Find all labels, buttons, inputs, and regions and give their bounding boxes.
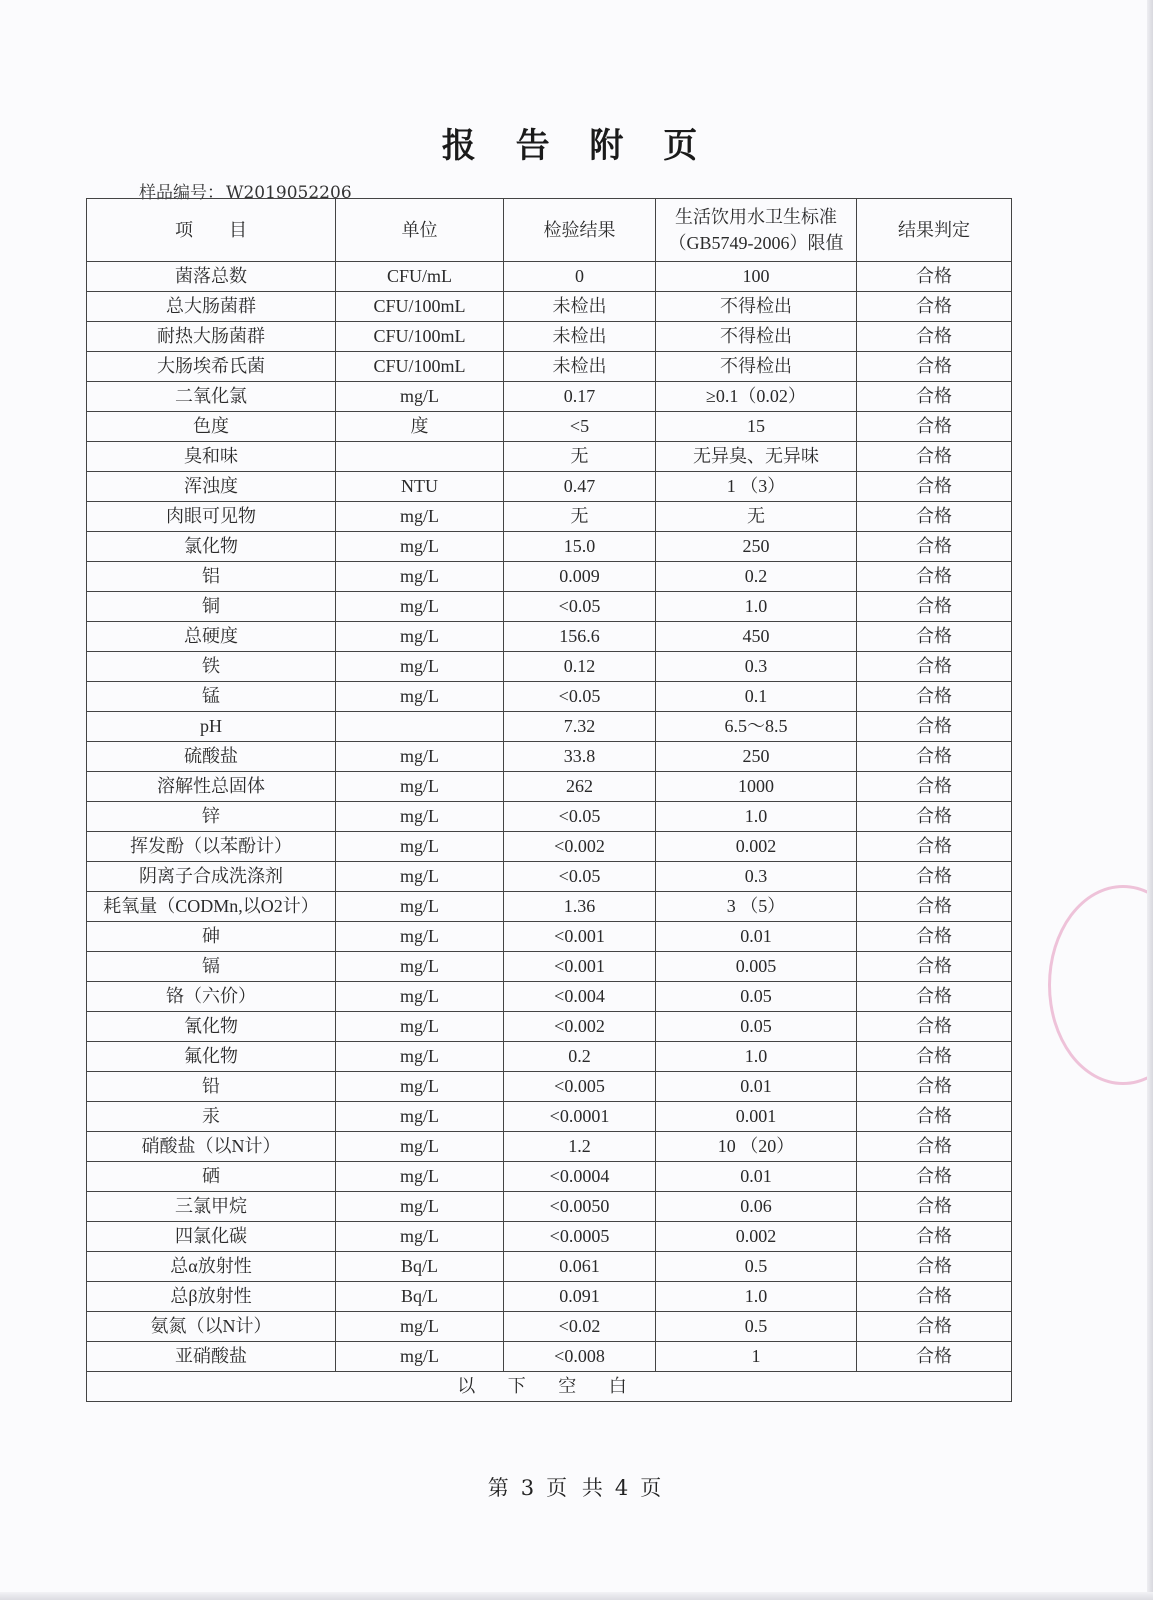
judgement-cell: 合格: [857, 1282, 1012, 1312]
result-cell: 0.061: [504, 1252, 656, 1282]
limit-cell: 10 （20）: [656, 1132, 857, 1162]
item-name-cell: 耗氧量（CODMn,以O2计）: [87, 892, 336, 922]
header-judgement: 结果判定: [857, 199, 1012, 262]
table-row: [87, 1072, 1012, 1102]
limit-cell: 不得检出: [656, 292, 857, 322]
judgement-cell: 合格: [857, 1072, 1012, 1102]
table-row: [87, 262, 1012, 292]
limit-cell: 0.1: [656, 682, 857, 712]
unit-cell: mg/L: [336, 1042, 504, 1072]
table-row: [87, 712, 1012, 742]
result-cell: <0.0005: [504, 1222, 656, 1252]
unit-cell: CFU/100mL: [336, 292, 504, 322]
item-name-cell: 三氯甲烷: [87, 1192, 336, 1222]
item-name-cell: 硫酸盐: [87, 742, 336, 772]
unit-cell: mg/L: [336, 1192, 504, 1222]
result-cell: <0.0004: [504, 1162, 656, 1192]
item-name-cell: pH: [87, 712, 336, 742]
limit-cell: 0.2: [656, 562, 857, 592]
limit-cell: 0.002: [656, 1222, 857, 1252]
limit-cell: 0.001: [656, 1102, 857, 1132]
unit-cell: mg/L: [336, 772, 504, 802]
table-row: [87, 742, 1012, 772]
table-row: [87, 322, 1012, 352]
limit-cell: 0.5: [656, 1252, 857, 1282]
sample-number-value: W2019052206: [226, 183, 352, 203]
item-name-cell: 铝: [87, 562, 336, 592]
judgement-cell: 合格: [857, 772, 1012, 802]
header-unit: 单位: [336, 199, 504, 262]
judgement-cell: 合格: [857, 292, 1012, 322]
table-row: [87, 862, 1012, 892]
unit-cell: mg/L: [336, 1102, 504, 1132]
footer-middle: 页 共: [546, 1476, 607, 1500]
unit-cell: mg/L: [336, 1132, 504, 1162]
item-name-cell: 色度: [87, 412, 336, 442]
table-row: [87, 502, 1012, 532]
unit-cell: mg/L: [336, 1312, 504, 1342]
unit-cell: CFU/100mL: [336, 352, 504, 382]
result-cell: 156.6: [504, 622, 656, 652]
table-row: [87, 442, 1012, 472]
unit-cell: mg/L: [336, 1342, 504, 1372]
judgement-cell: 合格: [857, 1012, 1012, 1042]
item-name-cell: 挥发酚（以苯酚计）: [87, 832, 336, 862]
table-row: [87, 682, 1012, 712]
judgement-cell: 合格: [857, 1222, 1012, 1252]
footer-total-pages: 4: [614, 1476, 633, 1500]
result-cell: 1.36: [504, 892, 656, 922]
end-note-row: [87, 1372, 1012, 1402]
item-name-cell: 铜: [87, 592, 336, 622]
unit-cell: CFU/100mL: [336, 322, 504, 352]
limit-cell: 1: [656, 1342, 857, 1372]
table-row: [87, 1102, 1012, 1132]
item-name-cell: 锌: [87, 802, 336, 832]
item-name-cell: 硝酸盐（以N计）: [87, 1132, 336, 1162]
limit-cell: 250: [656, 742, 857, 772]
limit-cell: 不得检出: [656, 322, 857, 352]
limit-cell: 3 （5）: [656, 892, 857, 922]
result-cell: <5: [504, 412, 656, 442]
judgement-cell: 合格: [857, 952, 1012, 982]
table-row: [87, 472, 1012, 502]
judgement-cell: 合格: [857, 832, 1012, 862]
result-cell: 0.009: [504, 562, 656, 592]
page-title: 报 告 附 页: [441, 126, 712, 166]
limit-cell: 1.0: [656, 1282, 857, 1312]
judgement-cell: 合格: [857, 892, 1012, 922]
table-row: [87, 382, 1012, 412]
header-standard-limit: 生活饮用水卫生标准 （GB5749-2006）限值: [656, 199, 857, 262]
result-cell: <0.005: [504, 1072, 656, 1102]
result-cell: 未检出: [504, 292, 656, 322]
unit-cell: mg/L: [336, 562, 504, 592]
limit-cell: 250: [656, 532, 857, 562]
item-name-cell: 铬（六价）: [87, 982, 336, 1012]
result-cell: 0.12: [504, 652, 656, 682]
sample-number-label: 样品编号：: [139, 183, 224, 203]
limit-cell: 0.05: [656, 1012, 857, 1042]
result-cell: 未检出: [504, 352, 656, 382]
result-cell: <0.002: [504, 1012, 656, 1042]
item-name-cell: 汞: [87, 1102, 336, 1132]
result-cell: <0.001: [504, 952, 656, 982]
header-result: 检验结果: [504, 199, 656, 262]
judgement-cell: 合格: [857, 712, 1012, 742]
unit-cell: mg/L: [336, 382, 504, 412]
unit-cell: mg/L: [336, 922, 504, 952]
limit-cell: 0.01: [656, 922, 857, 952]
result-cell: <0.008: [504, 1342, 656, 1372]
unit-cell: mg/L: [336, 952, 504, 982]
item-name-cell: 四氯化碳: [87, 1222, 336, 1252]
judgement-cell: 合格: [857, 1312, 1012, 1342]
item-name-cell: 阴离子合成洗涤剂: [87, 862, 336, 892]
unit-cell: mg/L: [336, 682, 504, 712]
judgement-cell: 合格: [857, 532, 1012, 562]
judgement-cell: 合格: [857, 1042, 1012, 1072]
limit-cell: 0.05: [656, 982, 857, 1012]
limit-cell: 0.5: [656, 1312, 857, 1342]
limit-cell: 0.01: [656, 1072, 857, 1102]
judgement-cell: 合格: [857, 1102, 1012, 1132]
table-row: [87, 1282, 1012, 1312]
result-cell: 0: [504, 262, 656, 292]
unit-cell: mg/L: [336, 1162, 504, 1192]
unit-cell: mg/L: [336, 1012, 504, 1042]
item-name-cell: 铅: [87, 1072, 336, 1102]
report-table: [86, 198, 1012, 1402]
page-edge-shadow: [1147, 0, 1153, 1600]
footer-prefix: 第: [487, 1476, 513, 1500]
unit-cell: mg/L: [336, 892, 504, 922]
unit-cell: mg/L: [336, 802, 504, 832]
unit-cell: Bq/L: [336, 1282, 504, 1312]
unit-cell: CFU/mL: [336, 262, 504, 292]
table-row: [87, 532, 1012, 562]
judgement-cell: 合格: [857, 1252, 1012, 1282]
limit-cell: 1000: [656, 772, 857, 802]
table-row: [87, 832, 1012, 862]
footer-page-number: 3: [520, 1476, 539, 1500]
judgement-cell: 合格: [857, 262, 1012, 292]
limit-cell: 无: [656, 502, 857, 532]
item-name-cell: 二氧化氯: [87, 382, 336, 412]
table-row: [87, 802, 1012, 832]
item-name-cell: 溶解性总固体: [87, 772, 336, 802]
result-cell: 0.2: [504, 1042, 656, 1072]
table-row: [87, 952, 1012, 982]
judgement-cell: 合格: [857, 1162, 1012, 1192]
item-name-cell: 氟化物: [87, 1042, 336, 1072]
limit-cell: 1.0: [656, 1042, 857, 1072]
result-cell: 无: [504, 502, 656, 532]
table-row: [87, 652, 1012, 682]
item-name-cell: 硒: [87, 1162, 336, 1192]
result-cell: 0.47: [504, 472, 656, 502]
result-cell: <0.001: [504, 922, 656, 952]
limit-cell: 无异臭、无异味: [656, 442, 857, 472]
unit-cell: 度: [336, 412, 504, 442]
item-name-cell: 臭和味: [87, 442, 336, 472]
item-name-cell: 氰化物: [87, 1012, 336, 1042]
page-bottom-shadow: [0, 1592, 1153, 1600]
item-name-cell: 氯化物: [87, 532, 336, 562]
result-cell: <0.002: [504, 832, 656, 862]
judgement-cell: 合格: [857, 682, 1012, 712]
limit-cell: 0.002: [656, 832, 857, 862]
table-row: [87, 1252, 1012, 1282]
table-row: [87, 1192, 1012, 1222]
judgement-cell: 合格: [857, 742, 1012, 772]
item-name-cell: 砷: [87, 922, 336, 952]
judgement-cell: 合格: [857, 502, 1012, 532]
result-cell: <0.0050: [504, 1192, 656, 1222]
result-cell: 0.091: [504, 1282, 656, 1312]
unit-cell: mg/L: [336, 982, 504, 1012]
item-name-cell: 总α放射性: [87, 1252, 336, 1282]
limit-cell: ≥0.1（0.02）: [656, 382, 857, 412]
result-cell: 7.32: [504, 712, 656, 742]
judgement-cell: 合格: [857, 922, 1012, 952]
judgement-cell: 合格: [857, 412, 1012, 442]
item-name-cell: 总硬度: [87, 622, 336, 652]
result-cell: <0.0001: [504, 1102, 656, 1132]
result-cell: 33.8: [504, 742, 656, 772]
limit-cell: 1 （3）: [656, 472, 857, 502]
judgement-cell: 合格: [857, 862, 1012, 892]
item-name-cell: 镉: [87, 952, 336, 982]
result-cell: <0.05: [504, 682, 656, 712]
table-row: [87, 1012, 1012, 1042]
table-row: [87, 352, 1012, 382]
item-name-cell: 菌落总数: [87, 262, 336, 292]
unit-cell: mg/L: [336, 532, 504, 562]
table-header-row: [87, 199, 1012, 262]
item-name-cell: 浑浊度: [87, 472, 336, 502]
table-row: [87, 592, 1012, 622]
table-row: [87, 1222, 1012, 1252]
judgement-cell: 合格: [857, 592, 1012, 622]
unit-cell: mg/L: [336, 592, 504, 622]
judgement-cell: 合格: [857, 562, 1012, 592]
item-name-cell: 总大肠菌群: [87, 292, 336, 322]
table-row: [87, 1342, 1012, 1372]
item-name-cell: 耐热大肠菌群: [87, 322, 336, 352]
result-cell: <0.02: [504, 1312, 656, 1342]
item-name-cell: 总β放射性: [87, 1282, 336, 1312]
unit-cell: Bq/L: [336, 1252, 504, 1282]
judgement-cell: 合格: [857, 802, 1012, 832]
page-footer: [0, 1472, 1153, 1502]
table-row: [87, 1042, 1012, 1072]
result-cell: 0.17: [504, 382, 656, 412]
limit-cell: 0.005: [656, 952, 857, 982]
unit-cell: mg/L: [336, 1222, 504, 1252]
judgement-cell: 合格: [857, 352, 1012, 382]
item-name-cell: 大肠埃希氏菌: [87, 352, 336, 382]
limit-cell: 15: [656, 412, 857, 442]
judgement-cell: 合格: [857, 982, 1012, 1012]
item-name-cell: 肉眼可见物: [87, 502, 336, 532]
result-cell: 15.0: [504, 532, 656, 562]
header-item: 项 目: [87, 199, 336, 262]
limit-cell: 0.06: [656, 1192, 857, 1222]
unit-cell: [336, 442, 504, 472]
end-note: 以 下 空 白: [87, 1372, 1012, 1402]
item-name-cell: 氨氮（以N计）: [87, 1312, 336, 1342]
limit-cell: 不得检出: [656, 352, 857, 382]
item-name-cell: 铁: [87, 652, 336, 682]
judgement-cell: 合格: [857, 442, 1012, 472]
table-row: [87, 982, 1012, 1012]
limit-cell: 6.5～8.5: [656, 712, 857, 742]
result-cell: 无: [504, 442, 656, 472]
result-cell: 262: [504, 772, 656, 802]
judgement-cell: 合格: [857, 1342, 1012, 1372]
official-stamp: [1048, 885, 1153, 1085]
judgement-cell: 合格: [857, 382, 1012, 412]
judgement-cell: 合格: [857, 652, 1012, 682]
result-cell: 未检出: [504, 322, 656, 352]
unit-cell: [336, 712, 504, 742]
table-row: [87, 892, 1012, 922]
unit-cell: mg/L: [336, 1072, 504, 1102]
judgement-cell: 合格: [857, 1192, 1012, 1222]
limit-cell: 1.0: [656, 592, 857, 622]
limit-cell: 450: [656, 622, 857, 652]
limit-cell: 1.0: [656, 802, 857, 832]
result-cell: 1.2: [504, 1132, 656, 1162]
table-row: [87, 562, 1012, 592]
unit-cell: NTU: [336, 472, 504, 502]
unit-cell: mg/L: [336, 862, 504, 892]
result-cell: <0.05: [504, 802, 656, 832]
unit-cell: mg/L: [336, 622, 504, 652]
table-row: [87, 292, 1012, 322]
table-row: [87, 1132, 1012, 1162]
table-row: [87, 622, 1012, 652]
table-row: [87, 1312, 1012, 1342]
limit-cell: 0.3: [656, 862, 857, 892]
footer-suffix: 页: [640, 1476, 666, 1500]
unit-cell: mg/L: [336, 742, 504, 772]
judgement-cell: 合格: [857, 1132, 1012, 1162]
result-cell: <0.05: [504, 592, 656, 622]
judgement-cell: 合格: [857, 322, 1012, 352]
result-cell: <0.05: [504, 862, 656, 892]
table-row: [87, 922, 1012, 952]
unit-cell: mg/L: [336, 652, 504, 682]
judgement-cell: 合格: [857, 622, 1012, 652]
item-name-cell: 锰: [87, 682, 336, 712]
limit-cell: 0.3: [656, 652, 857, 682]
limit-cell: 0.01: [656, 1162, 857, 1192]
judgement-cell: 合格: [857, 472, 1012, 502]
table-body: [87, 262, 1012, 1402]
table-row: [87, 412, 1012, 442]
unit-cell: mg/L: [336, 502, 504, 532]
table-row: [87, 772, 1012, 802]
result-cell: <0.004: [504, 982, 656, 1012]
item-name-cell: 亚硝酸盐: [87, 1342, 336, 1372]
table-row: [87, 1162, 1012, 1192]
unit-cell: mg/L: [336, 832, 504, 862]
limit-cell: 100: [656, 262, 857, 292]
